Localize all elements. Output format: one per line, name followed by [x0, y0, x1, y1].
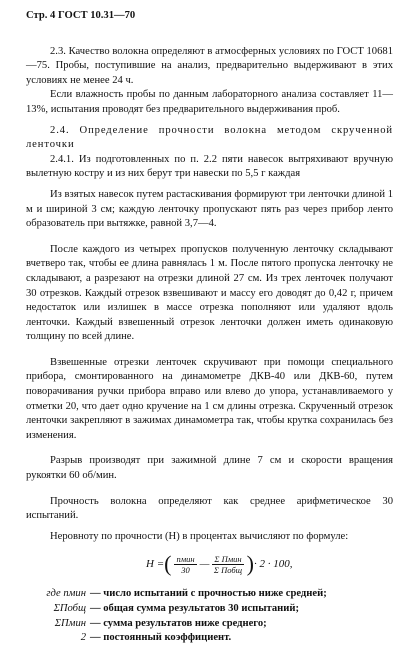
- definition-term: 2: [80, 632, 86, 644]
- paragraph-formula-intro: Неровноту по прочности (Н) в процентах вычисляют по формуле:: [50, 530, 349, 542]
- formula-open-paren: (: [164, 551, 172, 577]
- definition-row: [26, 587, 393, 602]
- paragraph-folding: После каждого из четырех пропусков полученную ленточку складывают вчетверо так, чтобы ее длина равнялась 1 м. После пятого пропуска ленточку не складывают, а разрезают на отрезки длиной 27 см. Из трех ленточек получают 30 отрезков. Каждый отрезок взвешивают и массу его доводят до 0,42 г, причем недостаток или излишек в массе отрезка пополняют или удаляют вдоль ленточки. Каждый взвешенный отрезок ленточки должен иметь одинаковую толщину по всей длине.: [26, 243, 393, 343]
- formula-lhs: H =: [146, 558, 165, 571]
- unevenness-formula: [146, 553, 393, 575]
- formula-close-paren: ): [246, 551, 254, 577]
- definition-term: ΣПмин: [54, 617, 86, 629]
- fraction-2-denominator: Σ Побщ: [213, 564, 243, 575]
- paragraph-2-4-1: 2.4.1. Из подготовленных по п. 2.2 пяти навесок вытряхивают вручную вылетную костру и из них берут три навески по 5,5 г каждая: [26, 153, 393, 180]
- paragraph-2-3: 2.3. Качество волокна определяют в атмосферных условиях по ГОСТ 10681—75. Пробы, поступившие на анализ, предварительно выдерживают в этих условиях не менее 24 ч.: [26, 45, 393, 86]
- page-header: Стр. 4 ГОСТ 10.31—70: [26, 10, 136, 21]
- definitions-list: [26, 587, 393, 645]
- paragraph-humidity: Если влажность пробы по данным лабораторного анализа составляет 11—13%, испытания проводят без предварительного выдерживания проб.: [26, 89, 393, 115]
- formula-rhs: · 2 · 100,: [253, 558, 293, 571]
- definition-row: [26, 617, 393, 632]
- section-heading: 2.4. Определение прочности волокна методом скрученной ленточки: [26, 124, 393, 151]
- definition-desc: — постоянный коэффициент.: [90, 632, 232, 644]
- definition-row: [26, 602, 393, 617]
- definition-term: где nмин: [46, 588, 86, 600]
- paragraph-ribbons: Из взятых навесок путем растаскивания формируют три ленточки длиной 1 м и шириной 3 см; каждую ленточку пропускают пять раз через прибор ленто образователь при вытяжке, равной 3,7—4.: [26, 188, 393, 230]
- formula-minus: —: [199, 558, 210, 571]
- definition-term: ΣПобщ: [53, 603, 86, 614]
- fraction-1-numerator: nмин: [176, 553, 195, 564]
- paragraph-twisting: Взвешенные отрезки ленточек скручивают при помощи специального прибора, смонтированного на динамометре ДКВ-40 или ДКВ-60, путем поворачивания ручки прибора вправо или влево до упора, устанавливаемого у отметки 20, что дает одно кручение на 1 см длины отрезка. Скрученный отрезок ленточки закрепляют в зажимах динамометра так, чтобы крутка сохранилась без изменения.: [26, 356, 393, 441]
- fraction-2-numerator: Σ Пмин: [214, 553, 242, 564]
- definition-desc: — число испытаний с прочностью ниже средней;: [90, 588, 327, 600]
- definition-desc: — общая сумма результатов 30 испытаний;: [90, 603, 299, 614]
- formula-fraction-1: [174, 554, 196, 575]
- fraction-1-denominator: 30: [181, 564, 190, 575]
- definition-row: [26, 631, 393, 646]
- formula-fraction-2: [212, 554, 243, 575]
- paragraph-strength: Прочность волокна определяют как среднее арифметическое 30 испытаний.: [26, 495, 393, 522]
- paragraph-rupture: Разрыв производят при зажимной длине 7 см и скорости вращения рукоятки 60 об/мин.: [26, 455, 393, 482]
- definition-desc: — сумма результатов ниже среднего;: [90, 617, 267, 629]
